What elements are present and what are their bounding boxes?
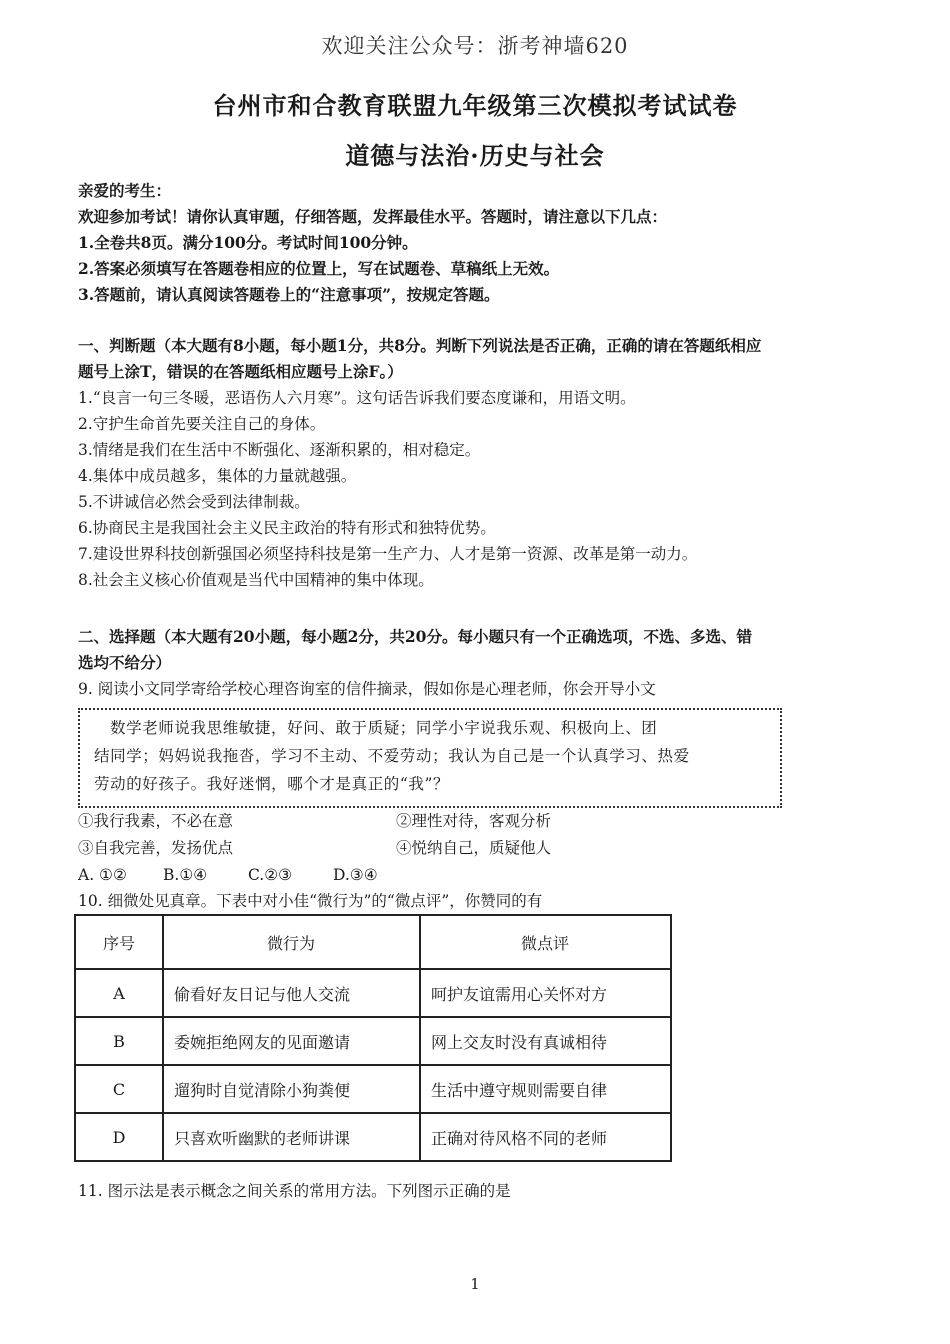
- q9-letter-line: 劳动的好孩子。我好迷惘，哪个才是真正的“我”？: [94, 775, 450, 793]
- q9-letter-line: 数学老师说我思维敏捷，好问、敢于质疑；同学小宇说我乐观、积极向上、团: [110, 719, 658, 737]
- tf-item: 4.集体中成员越多，集体的力量就越强。: [78, 467, 357, 485]
- table-cell: A: [75, 969, 163, 1017]
- section1-note: （本大题有8小题，每小题1分，共8分。判断下列说法是否正确，正确的请在答题纸相应: [155, 336, 762, 355]
- page-number: 1: [470, 1275, 480, 1293]
- tf-item: 7.建设世界科技创新强国必须坚持科技是第一生产力、人才是第一资源、改革是第一动力。: [78, 545, 698, 563]
- section1-note-cont: 题号上涂T，错误的在答题纸相应题号上涂F。）: [78, 362, 403, 381]
- tf-item: 3.情绪是我们在生活中不断强化、逐渐积累的，相对稳定。: [78, 441, 481, 459]
- table-row: [75, 969, 671, 1017]
- table-header: 微行为: [163, 915, 420, 969]
- section1-heading: 一、判断题: [78, 336, 156, 355]
- q11-stem: 11. 图示法是表示概念之间关系的常用方法。下列图示正确的是: [78, 1182, 511, 1200]
- table-cell: D: [75, 1113, 163, 1161]
- table-header-row: [75, 915, 671, 969]
- section2-heading: 二、选择题: [78, 627, 156, 646]
- section-true-false: [78, 333, 878, 593]
- table-row: [75, 1065, 671, 1113]
- q9-statements: [78, 808, 778, 914]
- table-cell: B: [75, 1017, 163, 1065]
- table-cell: 正确对待风格不同的老师: [420, 1113, 671, 1161]
- table-header: 微点评: [420, 915, 671, 969]
- intro-line: 3.答题前，请认真阅读答题卷上的“注意事项”，按规定答题。: [78, 285, 500, 304]
- q11-block: [78, 1178, 878, 1204]
- table-cell: 只喜欢听幽默的老师讲课: [163, 1113, 420, 1161]
- tf-item: 8.社会主义核心价值观是当代中国精神的集中体现。: [78, 571, 434, 589]
- table-cell: 遛狗时自觉清除小狗粪便: [163, 1065, 420, 1113]
- q9-statement: ③自我完善，发扬优点: [78, 839, 234, 857]
- intro-line: 欢迎参加考试！请你认真审题，仔细答题，发挥最佳水平。答题时，请注意以下几点：: [78, 207, 668, 226]
- page-subtitle: 道德与法治·历史与社会: [345, 141, 605, 170]
- table-row: [75, 1017, 671, 1065]
- intro-greeting: 亲爱的考生：: [78, 181, 172, 200]
- table-cell: 偷看好友日记与他人交流: [163, 969, 420, 1017]
- q9-letter-box: [78, 708, 782, 808]
- q9-option: D.③④: [333, 866, 378, 884]
- header-note: 欢迎关注公众号：浙考神墙620: [321, 34, 629, 58]
- section-multiple-choice: [78, 624, 878, 702]
- q9-statement: ②理性对待，客观分析: [396, 812, 552, 830]
- q9-option: B.①④: [163, 866, 208, 884]
- q10-stem: 10. 细微处见真章。下表中对小佳“微行为”的“微点评”，你赞同的有: [78, 892, 543, 910]
- tf-item: 1.“良言一句三冬暖，恶语伤人六月寒”。这句话告诉我们要态度谦和，用语文明。: [78, 389, 636, 407]
- tf-item: 2.守护生命首先要关注自己的身体。: [78, 415, 326, 433]
- q9-stem: 9. 阅读小文同学寄给学校心理咨询室的信件摘录，假如你是心理老师，你会开导小文: [78, 680, 656, 698]
- q10-table: [74, 914, 672, 1162]
- tf-item: 5.不讲诚信必然会受到法律制裁。: [78, 493, 310, 511]
- q9-statement: ④悦纳自己，质疑他人: [396, 839, 552, 857]
- table-cell: 网上交友时没有真诚相待: [420, 1017, 671, 1065]
- intro-line: 2.答案必须填写在答题卷相应的位置上，写在试题卷、草稿纸上无效。: [78, 259, 560, 278]
- table-cell: C: [75, 1065, 163, 1113]
- q9-option: C.②③: [248, 866, 293, 884]
- table-cell: 委婉拒绝网友的见面邀请: [163, 1017, 420, 1065]
- section2-note-cont: 选均不给分）: [78, 653, 172, 672]
- q9-option: A. ①②: [78, 866, 127, 884]
- intro-section: [78, 178, 878, 308]
- section2-note: （本大题有20小题，每小题2分，共20分。每小题只有一个正确选项，不选、多选、错: [155, 627, 752, 646]
- table-cell: 生活中遵守规则需要自律: [420, 1065, 671, 1113]
- tf-item: 6.协商民主是我国社会主义民主政治的特有形式和独特优势。: [78, 519, 496, 537]
- table-header: 序号: [75, 915, 163, 969]
- q9-statement: ①我行我素，不必在意: [78, 812, 234, 830]
- table-row: [75, 1113, 671, 1161]
- page-title: 台州市和合教育联盟九年级第三次模拟考试试卷: [212, 91, 738, 120]
- q9-letter-line: 结同学；妈妈说我拖沓，学习不主动、不爱劳动；我认为自己是一个认真学习、热爱: [94, 747, 690, 765]
- intro-line: 1.全卷共8页。满分100分。考试时间100分钟。: [78, 233, 418, 252]
- table-cell: 呵护友谊需用心关怀对方: [420, 969, 671, 1017]
